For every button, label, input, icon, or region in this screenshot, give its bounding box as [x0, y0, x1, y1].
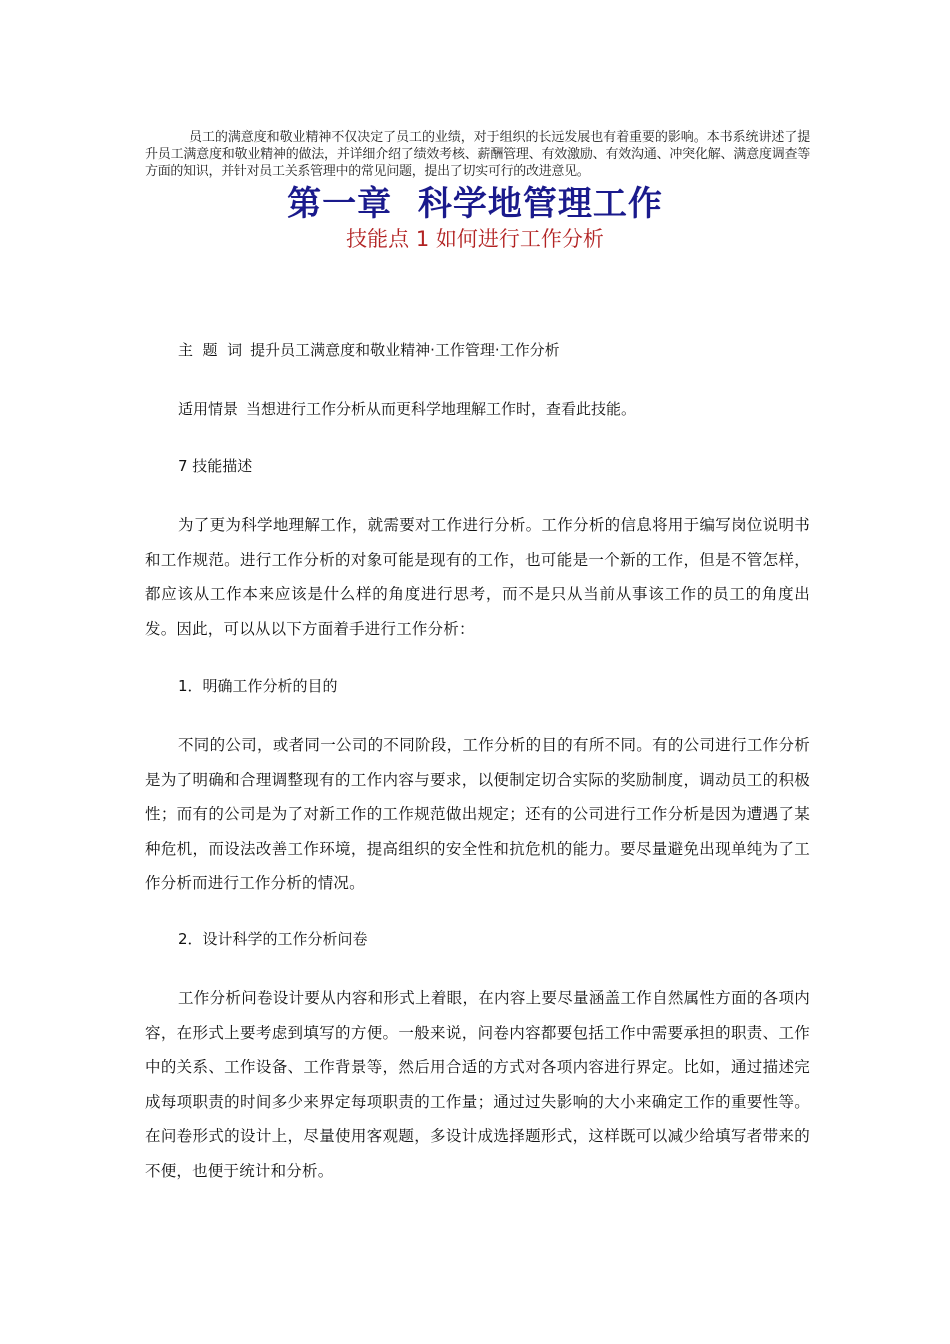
- keywords-line: [178, 340, 560, 360]
- book-intro: 员工的满意度和敬业精神不仅决定了员工的业绩，对于组织的长远发展也有着重要的影响。本书系统讲述了提升员工满意度和敬业精神的做法，并详细介绍了绩效考核、薪酬管理、有效激励、有效沟通、冲突化解、满意度调查等方面的知识，并针对员工关系管理中的常见问题，提出了切实可行的改进意见。: [145, 130, 810, 179]
- chapter-title: 第一章 科学地管理工作: [287, 184, 663, 224]
- scenario-line: [178, 399, 636, 419]
- skill-title: 技能点 1 如何进行工作分析: [346, 227, 604, 251]
- scenario-label: 适用情景: [178, 400, 239, 418]
- keywords-label: 主 题 词: [178, 341, 243, 359]
- keywords-value: 提升员工满意度和敬业精神·工作管理·工作分析: [250, 341, 560, 359]
- paragraph-questionnaire: 工作分析问卷设计要从内容和形式上着眼，在内容上要尽量涵盖工作自然属性方面的各项内容，在形式上要考虑到填写的方便。一般来说，问卷内容都要包括工作中需要承担的职责、工作中的关系、工作设备、工作背景等，然后用合适的方式对各项内容进行界定。比如，通过描述完成每项职责的时间多少来界定每项职责的工作量；通过过失影响的大小来确定工作的重要性等。在问卷形式的设计上，尽量使用客观题，多设计成选择题形式，这样既可以减少给填写者带来的不便，也便于统计和分析。: [145, 989, 810, 1180]
- section-heading-purpose: 1．明确工作分析的目的: [178, 677, 338, 695]
- paragraph-purpose: 不同的公司，或者同一公司的不同阶段，工作分析的目的有所不同。有的公司进行工作分析是为了明确和合理调整现有的工作内容与要求，以便制定切合实际的奖励制度，调动员工的积极性；而有的公司是为了对新工作的工作规范做出规定；还有的公司进行工作分析是因为遭遇了某种危机，而设法改善工作环境，提高组织的安全性和抗危机的能力。要尽量避免出现单纯为了工作分析而进行工作分析的情况。: [145, 736, 810, 892]
- scenario-value: 当想进行工作分析从而更科学地理解工作时，查看此技能。: [246, 400, 637, 418]
- section-heading-questionnaire: 2．设计科学的工作分析问卷: [178, 930, 368, 948]
- paragraph-intro: 为了更为科学地理解工作，就需要对工作进行分析。工作分析的信息将用于编写岗位说明书和工作规范。进行工作分析的对象可能是现有的工作，也可能是一个新的工作，但是不管怎样，都应该从工作本来应该是什么样的角度进行思考，而不是只从当前从事该工作的员工的角度出发。因此，可以从以下方面着手进行工作分析：: [145, 516, 810, 638]
- description-heading: 7 技能描述: [178, 457, 253, 475]
